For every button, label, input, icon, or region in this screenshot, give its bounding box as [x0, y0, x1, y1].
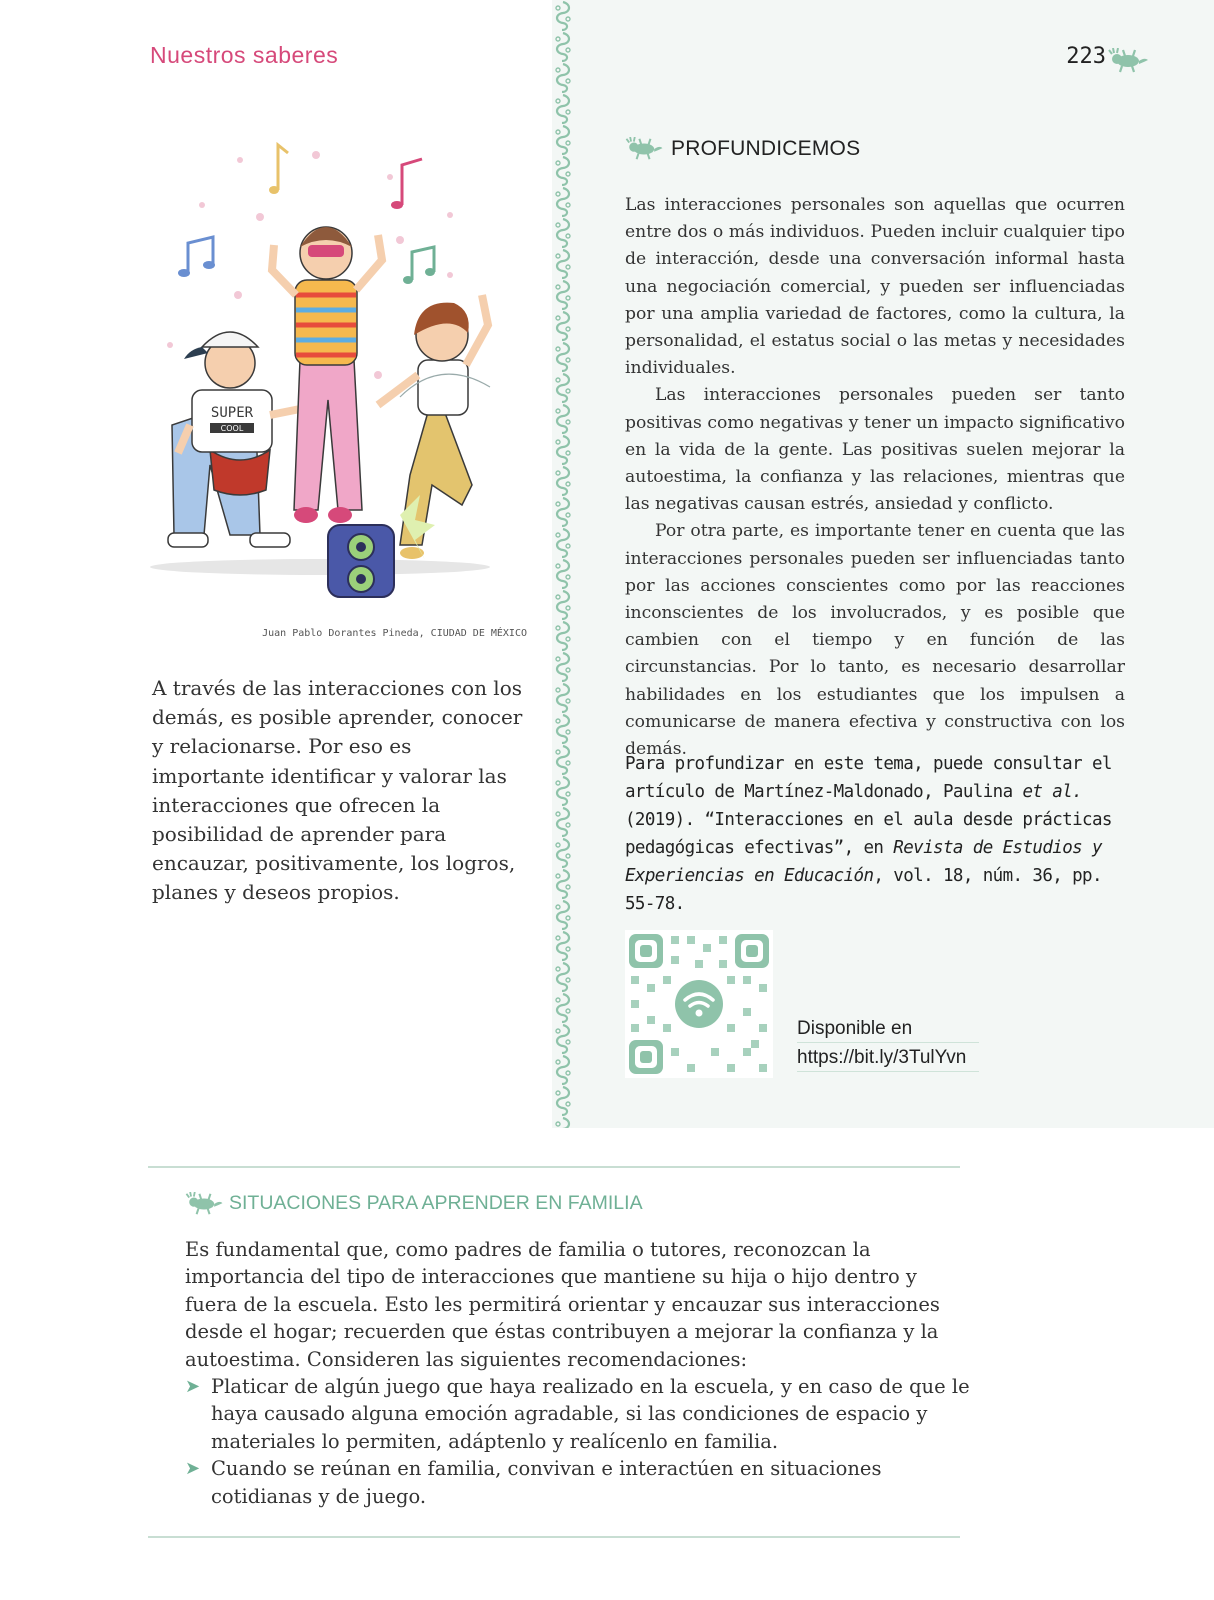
resource-link[interactable]: https://bit.ly/3TulYvn — [797, 1043, 979, 1072]
reference-text: Para profundizar en este tema, puede consultar el artículo de Martínez-Maldonado, Paulina — [625, 754, 1112, 802]
intro-paragraph: A través de las interacciones con los demás, es posible aprender, conocer y relacionarse. Por eso es importante identificar y valorar las interacciones que ofrecen la posibilidad de aprender para encauzar, positivamente, los logros, planes y deseos propios. — [152, 676, 523, 905]
divider — [148, 1536, 960, 1538]
available-label: Disponible en — [797, 1014, 979, 1043]
list-item — [185, 1373, 975, 1455]
profundicemos-title: PROFUNDICEMOS — [671, 137, 861, 160]
paragraph: Las interacciones personales son aquellas que ocurren entre dos o más individuos. Pueden incluir cualquier tipo de interacción, desde una conversación informal hasta una negociación comercial, y pueden ser influenciadas por una amplia variedad de factores, como la cultura, la personalidad, el estatus social o las metas y necesidades individuales. — [625, 195, 1125, 379]
children-dancing-illustration — [150, 135, 530, 625]
list-item — [185, 1455, 975, 1510]
reference-text: (2019). “Interacciones en el aula desde prácticas pedagógicas efectivas”, en — [625, 810, 1112, 858]
familia-intro: Es fundamental que, como padres de familia o tutores, reconozcan la importancia del tipo de interacciones que mantiene su hija o hijo dentro y fuera de la escuela. Esto les permitirá orientar y encauzar sus interacciones desde el hogar; recuerden que éstas contribuyen a mejorar la confianza y la autoestima. Consideren las siguientes recomendaciones: — [185, 1238, 940, 1371]
list-item-text: Platicar de algún juego que haya realizado en la escuela, y en caso de que le haya causado alguna emoción agradable, si las condiciones de espacio y materiales lo permiten, adáptenlo y realícenlo en familia. — [211, 1375, 970, 1453]
divider — [148, 1166, 960, 1168]
axolotl-icon — [625, 137, 663, 161]
paragraph: Las interacciones personales pueden ser tanto positivas como negativas y tener un impacto significativo en la vida de la gente. Las positivas suelen mejorar la autoestima, la confianza y las relaciones, mientras que las negativas causan estrés, ansiedad y conflicto. — [625, 385, 1125, 515]
page-number: 223 — [1066, 44, 1106, 69]
qr-code-icon[interactable] — [625, 930, 773, 1078]
arrow-bullet-icon: ➤ — [185, 1458, 201, 1480]
familia-heading — [185, 1192, 643, 1216]
book-title: Nuestros saberes — [150, 42, 339, 68]
vine-border-decoration — [549, 0, 577, 1128]
familia-title: SITUACIONES PARA APRENDER EN FAMILIA — [229, 1192, 643, 1215]
profundicemos-body — [625, 192, 1125, 763]
list-item-text: Cuando se reúnan en familia, convivan e interactúen en situaciones cotidianas y de juego. — [211, 1457, 882, 1508]
reference-etal: et al. — [1022, 782, 1083, 802]
illustration-caption: Juan Pablo Dorantes Pineda, CIUDAD DE MÉXICO — [262, 628, 527, 639]
available-block — [797, 1014, 979, 1072]
paragraph: Por otra parte, es importante tener en cuenta que las interacciones personales pueden ser influenciadas tanto por las acciones conscientes como por las reacciones inconscientes de los involucrados, y es posible que cambien con el tiempo y en función de las circunstancias. Por lo tanto, es necesario desarrollar habilidades en los estudiantes que los impulsen a comunicarse de manera efectiva y constructiva con los demás. — [625, 521, 1125, 760]
axolotl-icon — [185, 1192, 223, 1216]
arrow-bullet-icon: ➤ — [185, 1376, 201, 1397]
familia-recommendations — [185, 1373, 975, 1510]
axolotl-icon — [1108, 48, 1148, 74]
shirt-subtext: COOL — [220, 424, 244, 433]
shirt-text: SUPER — [210, 405, 254, 421]
reference-citation — [625, 750, 1125, 918]
reference-text: , vol. 18, núm. 36, pp. 55-78. — [625, 866, 1102, 914]
profundicemos-heading — [625, 137, 860, 161]
reference-journal: Revista de Estudios y Experiencias en Educación — [625, 838, 1102, 886]
